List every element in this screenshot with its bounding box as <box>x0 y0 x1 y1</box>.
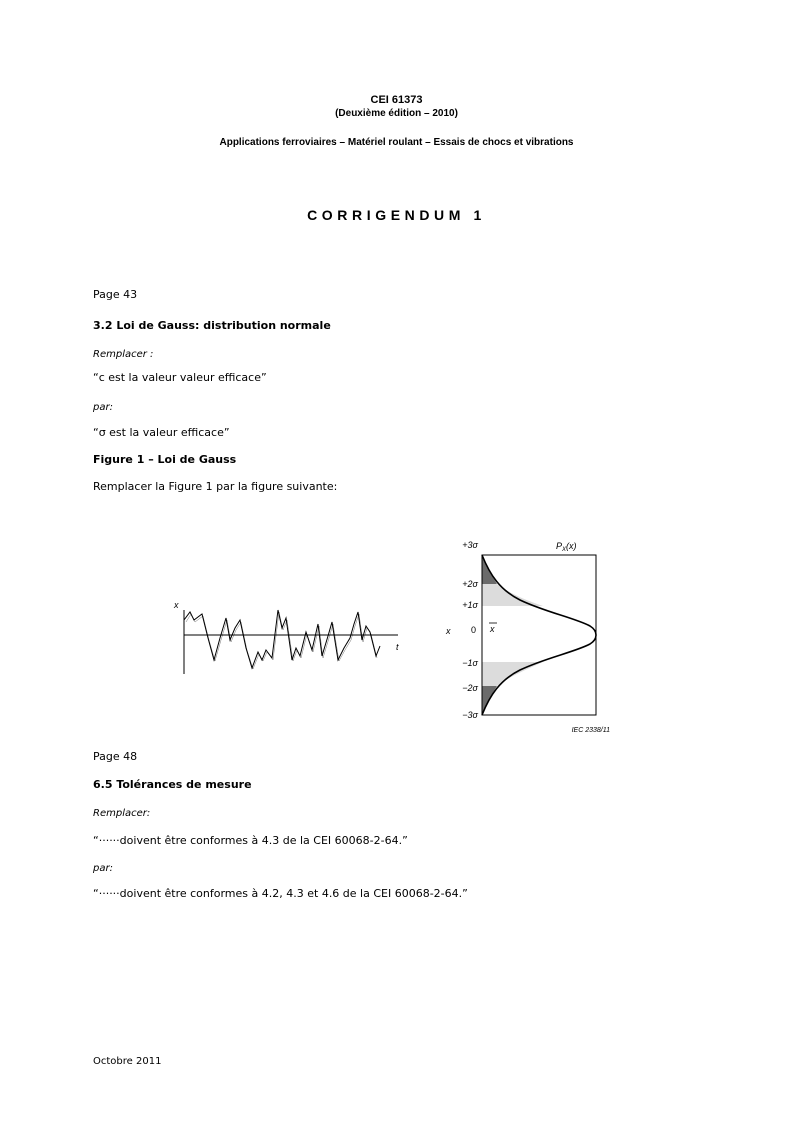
edition: (Deuxième édition – 2010) <box>335 108 458 119</box>
document-title: Applications ferroviaires – Matériel roulant – Essais de chocs et vibrations <box>219 137 574 148</box>
new-text-2: “······doivent être conformes à 4.2, 4.3 et 4.6 de la CEI 60068-2-64.” <box>93 887 468 900</box>
figure-instruction: Remplacer la Figure 1 par la figure suivante: <box>93 480 338 493</box>
page-ref-48: Page 48 <box>93 750 138 763</box>
signal-trace <box>184 610 380 668</box>
signal-plot <box>173 600 399 674</box>
distribution-axis-label: x <box>446 626 451 636</box>
figure-heading: Figure 1 – Loi de Gauss <box>93 453 237 466</box>
mean-label: x <box>490 624 495 634</box>
tick-minus-1-sigma: −1σ <box>462 658 478 668</box>
page-ref-43: Page 43 <box>93 288 138 301</box>
distribution-frame <box>482 555 596 715</box>
section-heading-3-2: 3.2 Loi de Gauss: distribution normale <box>93 319 331 332</box>
replace-label-1: Remplacer : <box>93 349 154 360</box>
standard-number: CEI 61373 <box>370 94 423 106</box>
section-heading-6-5: 6.5 Tolérances de mesure <box>93 778 252 791</box>
tick-minus-2-sigma: −2σ <box>462 683 478 693</box>
by-label-2: par: <box>93 863 113 874</box>
gauss-curve <box>482 555 596 715</box>
figure-credit: IEC 2338/11 <box>571 727 610 734</box>
tick-plus-3-sigma: +3σ <box>462 540 478 550</box>
tick-plus-2-sigma: +2σ <box>462 579 478 589</box>
signal-x-label: t <box>396 642 399 652</box>
signal-y-label: x <box>174 600 179 610</box>
old-text-1: “c est la valeur valeur efficace” <box>93 371 267 384</box>
footer-date: Octobre 2011 <box>93 1056 162 1067</box>
by-label-1: par: <box>93 402 113 413</box>
replace-label-2: Remplacer: <box>93 808 151 819</box>
tick-zero: 0 <box>470 625 476 635</box>
new-text-1: “σ est la valeur efficace” <box>93 426 230 439</box>
tick-minus-3-sigma: −3σ <box>462 710 478 720</box>
tick-plus-1-sigma: +1σ <box>462 600 478 610</box>
distribution-title: $P_X(x)$ <box>556 541 577 553</box>
old-text-2: “······doivent être conformes à 4.3 de la CEI 60068-2-64.” <box>93 834 408 847</box>
distribution-plot <box>445 540 610 734</box>
corrigendum-title: CORRIGENDUM 1 <box>307 207 486 223</box>
